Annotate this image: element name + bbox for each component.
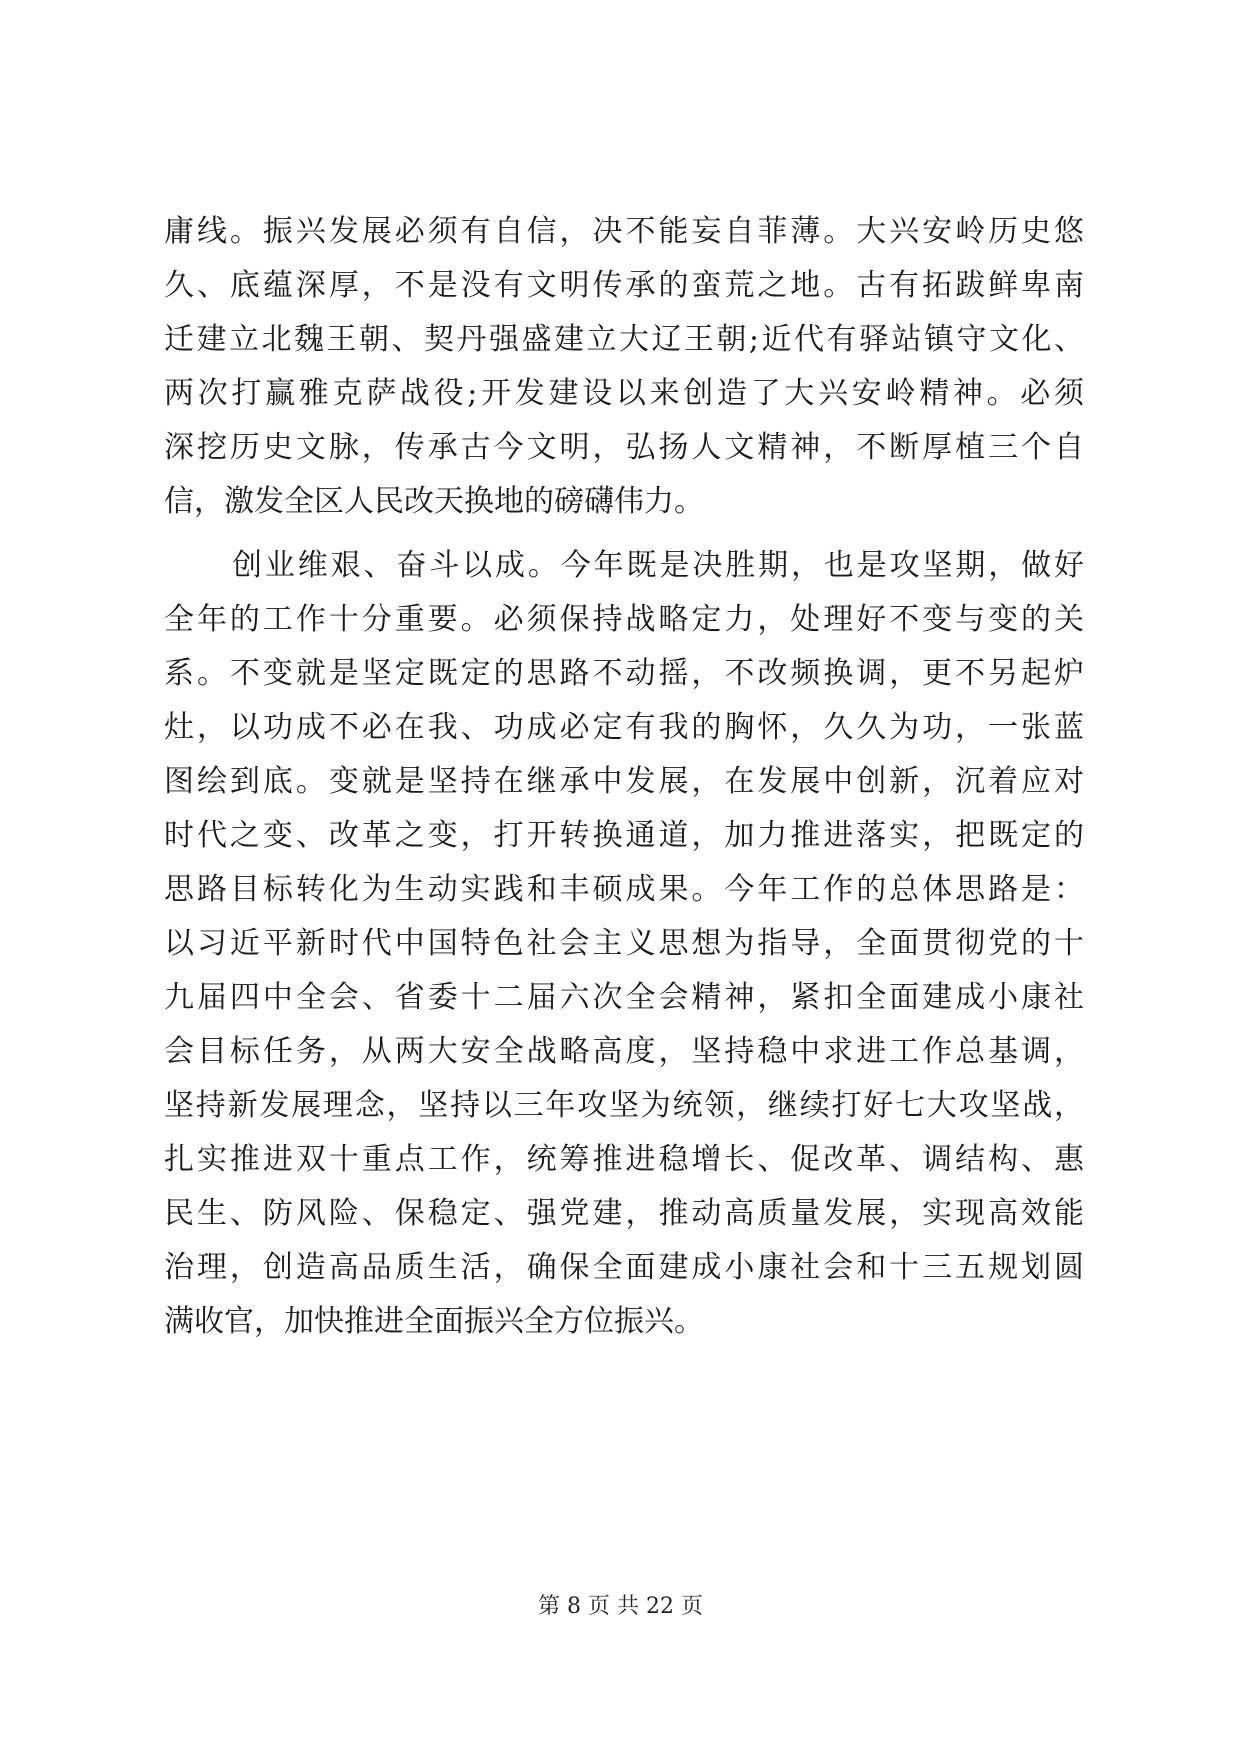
body-text-line: 坚持新发展理念，坚持以三年攻坚为统领，继续打好七大攻坚战， — [164, 1088, 1084, 1123]
body-text-line: 民生、防风险、保稳定、强党建，推动高质量发展，实现高效能 — [164, 1196, 1084, 1231]
body-text-line: 思路目标转化为生动实践和丰硕成果。今年工作的总体思路是： — [164, 872, 1084, 907]
body-text-line: 时代之变、改革之变，打开转换通道，加力推进落实，把既定的 — [164, 818, 1084, 853]
body-text-line: 两次打赢雅克萨战役;开发建设以来创造了大兴安岭精神。必须 — [164, 376, 1084, 411]
body-text-line: 久、底蕴深厚，不是没有文明传承的蛮荒之地。古有拓跋鲜卑南 — [164, 268, 1084, 303]
paragraph-first-line: 创业维艰、奋斗以成。今年既是决胜期，也是攻坚期，做好 — [232, 548, 1084, 583]
body-text-line: 深挖历史文脉，传承古今文明，弘扬人文精神，不断厚植三个自 — [164, 430, 1084, 465]
page-number-footer: 第 8 页 共 22 页 — [538, 1594, 703, 1619]
body-text-line: 信，激发全区人民改天换地的磅礴伟力。 — [164, 484, 704, 519]
body-text-line: 图绘到底。变就是坚持在继承中发展，在发展中创新，沉着应对 — [164, 764, 1084, 799]
body-text-line: 扎实推进双十重点工作，统筹推进稳增长、促改革、调结构、惠 — [164, 1142, 1084, 1177]
body-text-line: 满收官，加快推进全面振兴全方位振兴。 — [164, 1304, 704, 1339]
body-text-line: 系。不变就是坚定既定的思路不动摇，不改频换调，更不另起炉 — [164, 656, 1084, 691]
body-text-line: 治理，创造高品质生活，确保全面建成小康社会和十三五规划圆 — [164, 1250, 1084, 1285]
body-text-line: 灶，以功成不必在我、功成必定有我的胸怀，久久为功，一张蓝 — [164, 710, 1084, 745]
body-text-line: 九届四中全会、省委十二届六次全会精神，紧扣全面建成小康社 — [164, 980, 1084, 1015]
body-text-line: 会目标任务，从两大安全战略高度，坚持稳中求进工作总基调， — [164, 1034, 1084, 1069]
body-text-line: 全年的工作十分重要。必须保持战略定力，处理好不变与变的关 — [164, 602, 1084, 637]
body-text-line: 以习近平新时代中国特色社会主义思想为指导，全面贯彻党的十 — [164, 926, 1084, 961]
body-text-line: 庸线。振兴发展必须有自信，决不能妄自菲薄。大兴安岭历史悠 — [164, 214, 1084, 249]
body-text-line: 迁建立北魏王朝、契丹强盛建立大辽王朝;近代有驿站镇守文化、 — [164, 322, 1084, 357]
